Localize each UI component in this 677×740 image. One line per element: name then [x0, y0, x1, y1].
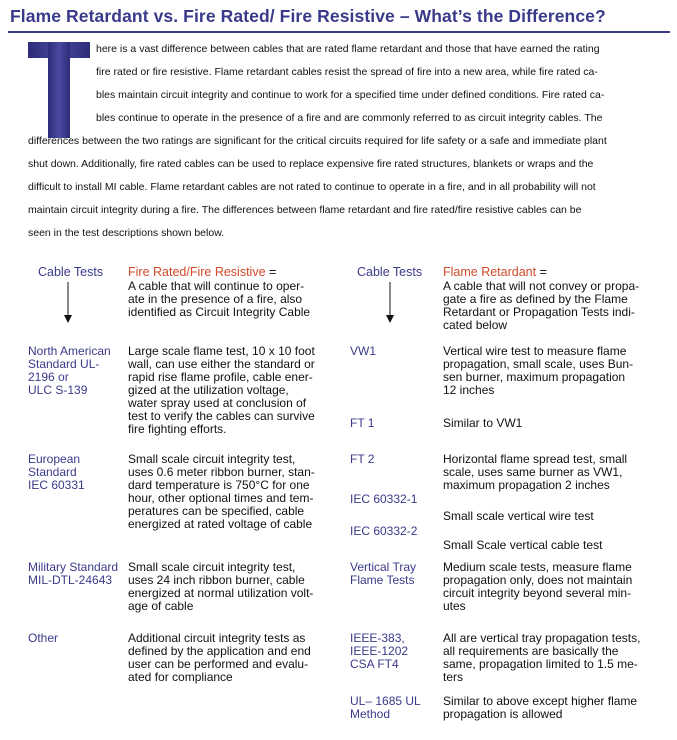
- intro-line: difficult to install MI cable. Flame retardant cables are not rated to continue to operate in a fire, and in all probability will not: [28, 181, 596, 193]
- right-test-desc: Small scale vertical wire test: [443, 509, 594, 523]
- left-test-desc: Small scale circuit integrity test, uses 24 inch ribbon burner, cable energized at normal utilization volt- age of cable: [128, 560, 314, 613]
- down-arrow-icon: [62, 282, 74, 324]
- right-test-name: IEEE-383, IEEE-1202 CSA FT4: [350, 631, 409, 671]
- intro-line: differences between the two ratings are significant for the critical circuits required for life safety or a safe and immediate plant: [28, 135, 607, 147]
- intro-line: shut down. Additionally, fire rated cables can be used to replace expensive fire rated structures, blankets or wraps and the: [28, 158, 594, 170]
- left-test-desc: Small scale circuit integrity test, uses 0.6 meter ribbon burner, stan- dard temperature is 750°C for one hour, other optional times and tem- peratures can be specified, cable energized at rated voltage of cable: [128, 452, 315, 531]
- intro-line: fire rated or fire resistive. Flame retardant cables resist the spread of fire into a new area, while fire rated ca-: [96, 66, 598, 78]
- right-test-name: IEC 60332-2: [350, 524, 418, 538]
- intro-line: here is a vast difference between cables that are rated flame retardant and those that have earned the rating: [96, 43, 600, 55]
- right-col-header-rating: Flame Retardant =: [443, 265, 547, 279]
- left-test-desc: Large scale flame test, 10 x 10 foot wall, can use either the standard or rapid rise flame profile, cable ener- gized at the utilization voltage, water spray used at conclusion of test to verify the cables can survive fire fighting efforts.: [128, 344, 315, 436]
- right-test-name: FT 1: [350, 416, 375, 430]
- left-test-name: Military Standard MIL-DTL-24643: [28, 560, 119, 587]
- right-col-header-tests: Cable Tests: [357, 265, 423, 279]
- left-test-name: European Standard IEC 60331: [28, 452, 85, 492]
- left-col-header-rating: Fire Rated/Fire Resistive =: [128, 265, 277, 279]
- right-test-desc: Horizontal flame spread test, small scale, uses same burner as VW1, maximum propagation 2 inches: [443, 452, 628, 492]
- intro-line: bles continue to operate in the presence of a fire and are commonly referred to as circuit integrity cables. The: [96, 112, 603, 124]
- left-col-header-tests: Cable Tests: [38, 265, 104, 279]
- left-test-name: North American Standard UL- 2196 or ULC S-139: [28, 344, 111, 397]
- down-arrow-icon: [384, 282, 396, 324]
- intro-line: bles maintain circuit integrity and continue to work for a specified time under defined conditions. Fire rated ca-: [96, 89, 605, 101]
- right-test-desc: Small Scale vertical cable test: [443, 538, 603, 552]
- dropcap-letter-t: [28, 42, 90, 138]
- intro-line: maintain circuit integrity during a fire. The differences between flame retardant and fire rated/fire resistive cables can be: [28, 204, 582, 216]
- page-title: Flame Retardant vs. Fire Rated/ Fire Resistive – What’s the Difference?: [10, 6, 606, 26]
- right-test-name: Vertical Tray Flame Tests: [350, 560, 417, 587]
- right-test-desc: Vertical wire test to measure flame propagation, small scale, uses Bun- sen burner, maximum propagation 12 inches: [443, 344, 634, 397]
- left-test-desc: Additional circuit integrity tests as defined by the application and end user can be performed and evalu- ated for compliance: [128, 631, 311, 684]
- right-test-name: FT 2: [350, 452, 375, 466]
- right-test-desc: Similar to VW1: [443, 416, 523, 430]
- right-test-desc: All are vertical tray propagation tests, all requirements are basically the same, propagation limited to 1.5 me- ters: [443, 631, 641, 684]
- fire-rated-label: Fire Rated/Fire Resistive: [128, 265, 266, 279]
- right-test-name: IEC 60332-1: [350, 492, 418, 506]
- right-header-description: A cable that will not convey or propa- gate a fire as defined by the Flame Retardant or Propagation Tests indi- cated below: [443, 279, 640, 332]
- title-underline: [8, 31, 670, 33]
- right-test-name: UL– 1685 UL Method: [350, 694, 421, 721]
- flame-retardant-label: Flame Retardant: [443, 265, 537, 279]
- right-test-desc: Similar to above except higher flame propagation is allowed: [443, 694, 638, 721]
- intro-line: seen in the test descriptions shown below.: [28, 227, 225, 239]
- left-test-name: Other: [28, 631, 59, 645]
- right-test-desc: Medium scale tests, measure flame propagation only, does not maintain circuit integrity beyond several min- utes: [443, 560, 633, 613]
- left-header-description: A cable that will continue to oper- ate in the presence of a fire, also identified as Circuit Integrity Cable: [128, 279, 311, 319]
- right-test-name: VW1: [350, 344, 377, 358]
